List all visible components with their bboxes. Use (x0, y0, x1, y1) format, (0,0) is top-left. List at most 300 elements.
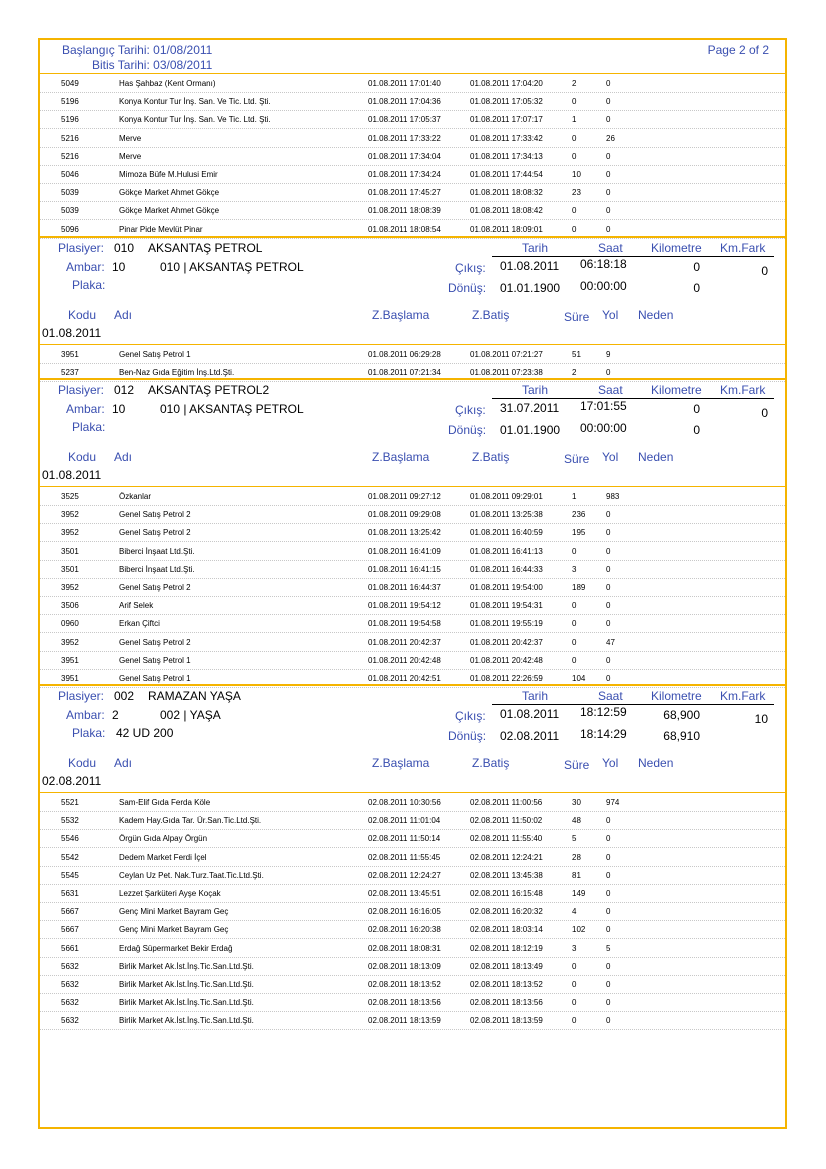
ambar-name: 010 | AKSANTAŞ PETROL (160, 260, 304, 274)
kmfark-header: Km.Fark (720, 383, 766, 397)
duration: 30 (572, 798, 581, 807)
distance: 0 (606, 980, 611, 989)
table-row (40, 884, 785, 903)
plasiyer-label: Plasiyer: (58, 241, 105, 255)
yol-column-header: Yol (602, 450, 619, 464)
km-fark-value: 0 (761, 264, 768, 278)
table-row (40, 74, 785, 93)
table-row (40, 957, 785, 976)
duration: 2 (572, 368, 577, 378)
customer-code: 5667 (61, 907, 79, 917)
end-time: 01.08.2011 09:29:01 (470, 492, 543, 501)
end-time: 02.08.2011 18:13:49 (470, 961, 543, 971)
customer-code: 5196 (61, 97, 79, 107)
report-header (40, 40, 785, 74)
start-time: 01.08.2011 20:42:37 (368, 637, 441, 647)
donus-time: 00:00:00 (580, 421, 627, 435)
section-separator (40, 378, 785, 380)
start-time: 02.08.2011 16:16:05 (368, 907, 441, 917)
table-row (40, 542, 785, 561)
customer-code: 0960 (61, 619, 79, 629)
duration: 195 (572, 528, 586, 538)
cikis-km: 68,900 (663, 708, 700, 722)
table-row (40, 578, 785, 597)
ambar-name: 010 | AKSANTAŞ PETROL (160, 402, 304, 416)
distance: 0 (606, 961, 611, 971)
cikis-date: 01.08.2011 (500, 707, 560, 721)
table-row (40, 993, 785, 1012)
customer-name: Merve (119, 133, 142, 143)
distance: 0 (606, 564, 611, 574)
start-time: 01.08.2011 18:08:39 (368, 206, 441, 216)
customer-name: Birlik Market Ak.İst.İnş.Tic.San.Ltd.Şti. (119, 1016, 254, 1026)
customer-code: 3951 (61, 350, 79, 359)
customer-name: Pinar Pide Mevlüt Pinar (119, 224, 203, 234)
plasiyer-code: 012 (114, 383, 135, 397)
duration: 0 (572, 1016, 577, 1026)
distance: 0 (606, 79, 611, 88)
customer-name: Biberci İnşaat Ltd.Şti. (119, 564, 195, 574)
duration: 1 (572, 115, 577, 125)
sure-column-header: Süre (564, 452, 590, 466)
distance: 0 (606, 925, 611, 935)
zbaslama-column-header: Z.Başlama (372, 308, 430, 322)
distance: 0 (606, 907, 611, 917)
donus-date: 01.01.1900 (500, 423, 561, 437)
kodu-column-header: Kodu (68, 450, 97, 464)
section-separator (40, 684, 785, 686)
table-row (40, 523, 785, 542)
customer-code: 3951 (61, 655, 79, 665)
start-time: 01.08.2011 17:45:27 (368, 188, 441, 198)
start-time: 01.08.2011 07:21:34 (368, 368, 441, 378)
plaka-label: Plaka: (72, 726, 106, 740)
table-row (40, 487, 785, 506)
cikis-label: Çıkış: (455, 403, 486, 417)
kilometre-header: Kilometre (651, 241, 702, 255)
customer-code: 5667 (61, 925, 79, 935)
zbatis-column-header: Z.Batiş (472, 450, 510, 464)
sure-column-header: Süre (564, 310, 590, 324)
distance: 0 (606, 224, 611, 234)
end-time: 01.08.2011 17:34:13 (470, 151, 543, 161)
duration: 0 (572, 619, 577, 629)
end-time: 01.08.2011 07:21:27 (470, 350, 543, 359)
distance: 0 (606, 601, 611, 611)
start-time: 01.08.2011 17:01:40 (368, 79, 441, 88)
start-time: 02.08.2011 18:13:56 (368, 998, 441, 1008)
kilometre-header: Kilometre (651, 689, 702, 703)
start-time: 02.08.2011 11:55:45 (368, 852, 441, 862)
table-row (40, 866, 785, 885)
duration: 0 (572, 133, 577, 143)
customer-name: Gökçe Market Ahmet Gökçe (119, 188, 220, 198)
cikis-label: Çıkış: (455, 261, 486, 275)
plasiyer-code: 010 (114, 241, 135, 255)
customer-name: Has Şahbaz (Kent Ormanı) (119, 79, 216, 88)
duration: 0 (572, 601, 577, 611)
start-time: 01.08.2011 20:42:48 (368, 655, 441, 665)
plaka-label: Plaka: (72, 278, 106, 292)
customer-code: 5632 (61, 998, 79, 1008)
customer-code: 5216 (61, 151, 79, 161)
duration: 81 (572, 870, 581, 880)
customer-name: Sam-Elif Gıda Ferda Köle (119, 798, 211, 807)
table-row (40, 829, 785, 848)
start-time: 01.08.2011 19:54:12 (368, 601, 441, 611)
end-time: 02.08.2011 11:00:56 (470, 798, 543, 807)
donus-km: 68,910 (663, 729, 700, 743)
end-time: 01.08.2011 17:07:17 (470, 115, 543, 125)
table-row (40, 633, 785, 652)
duration: 0 (572, 151, 577, 161)
end-time: 01.08.2011 16:44:33 (470, 564, 543, 574)
customer-code: 5632 (61, 1016, 79, 1026)
kodu-column-header: Kodu (68, 308, 97, 322)
distance: 0 (606, 870, 611, 880)
plasiyer-label: Plasiyer: (58, 689, 105, 703)
customer-name: Mimoza Büfe M.Hulusi Emir (119, 170, 218, 179)
tarih-header: Tarih (522, 383, 549, 397)
ambar-code: 10 (112, 260, 126, 274)
table-row (40, 560, 785, 579)
customer-name: Genel Satış Petrol 1 (119, 674, 191, 683)
duration: 0 (572, 998, 577, 1008)
customer-name: Erkan Çiftci (119, 619, 160, 629)
donus-date: 01.01.1900 (500, 281, 561, 295)
cikis-km: 0 (693, 402, 700, 416)
table-row (40, 201, 785, 220)
plasiyer-name: AKSANTAŞ PETROL (148, 241, 263, 255)
header-underline (492, 256, 774, 257)
end-time: 01.08.2011 19:55:19 (470, 619, 543, 629)
end-time: 02.08.2011 18:03:14 (470, 925, 543, 935)
end-time: 02.08.2011 11:50:02 (470, 816, 543, 826)
ambar-label: Ambar: (66, 260, 105, 274)
customer-name: Ben-Naz Gıda Eğitim İnş.Ltd.Şti. (119, 368, 235, 378)
distance: 0 (606, 1016, 611, 1026)
start-time: 02.08.2011 11:50:14 (368, 834, 441, 844)
end-time: 01.08.2011 17:44:54 (470, 170, 543, 179)
start-time: 02.08.2011 10:30:56 (368, 798, 441, 807)
duration: 0 (572, 637, 577, 647)
table-row (40, 165, 785, 184)
group-date: 02.08.2011 (42, 774, 102, 788)
distance: 0 (606, 619, 611, 629)
zbatis-column-header: Z.Batiş (472, 756, 510, 770)
customer-code: 3501 (61, 546, 79, 556)
tarih-header: Tarih (522, 689, 549, 703)
customer-name: Birlik Market Ak.İst.İnş.Tic.San.Ltd.Şti. (119, 961, 254, 971)
start-time: 01.08.2011 17:04:36 (368, 97, 441, 107)
donus-label: Dönüş: (448, 729, 487, 743)
end-time: 01.08.2011 19:54:00 (470, 583, 543, 592)
adi-column-header: Adı (114, 308, 133, 322)
distance: 983 (606, 492, 620, 501)
section-separator (40, 236, 785, 238)
cikis-date: 01.08.2011 (500, 259, 560, 273)
plasiyer-code: 002 (114, 689, 135, 703)
customer-code: 3952 (61, 528, 79, 538)
start-time: 01.08.2011 19:54:58 (368, 619, 441, 629)
distance: 0 (606, 583, 611, 592)
customer-code: 5521 (61, 798, 79, 807)
cikis-time: 17:01:55 (580, 399, 627, 413)
distance: 0 (606, 151, 611, 161)
duration: 102 (572, 925, 586, 935)
customer-name: Konya Kontur Tur İnş. San. Ve Tic. Ltd. Şti. (119, 115, 271, 125)
table-row (40, 345, 785, 364)
duration: 0 (572, 980, 577, 989)
start-time: 02.08.2011 12:24:27 (368, 870, 441, 880)
plasiyer-name: RAMAZAN YAŞA (148, 689, 241, 703)
table-row (40, 902, 785, 921)
customer-name: Genel Satış Petrol 2 (119, 637, 191, 647)
end-time: 01.08.2011 16:40:59 (470, 528, 543, 538)
end-time: 01.08.2011 16:41:13 (470, 546, 543, 556)
table-row (40, 848, 785, 867)
header-underline (492, 398, 774, 399)
plaka-value: 42 UD 200 (116, 726, 174, 740)
ambar-code: 2 (112, 708, 119, 722)
end-time: 02.08.2011 16:20:32 (470, 907, 543, 917)
end-time: 02.08.2011 12:24:21 (470, 852, 543, 862)
customer-name: Genç Mini Market Bayram Geç (119, 907, 229, 917)
end-time: 01.08.2011 17:05:32 (470, 97, 543, 107)
customer-name: Kadem Hay.Gıda Tar. Ür.San.Tic.Ltd.Şti. (119, 816, 262, 826)
start-date: Başlangıç Tarihi: 01/08/2011 (62, 43, 213, 57)
customer-code: 5096 (61, 224, 79, 234)
plaka-label: Plaka: (72, 420, 106, 434)
ambar-code: 10 (112, 402, 126, 416)
distance: 0 (606, 546, 611, 556)
distance: 0 (606, 674, 611, 683)
end-time: 02.08.2011 11:55:40 (470, 834, 543, 844)
start-time: 01.08.2011 17:34:24 (368, 170, 441, 179)
distance: 0 (606, 852, 611, 862)
end-time: 01.08.2011 20:42:48 (470, 655, 543, 665)
duration: 4 (572, 907, 577, 917)
donus-km: 0 (693, 281, 700, 295)
table-row (40, 793, 785, 812)
customer-code: 3506 (61, 601, 79, 611)
kmfark-header: Km.Fark (720, 689, 766, 703)
start-time: 01.08.2011 09:29:08 (368, 510, 441, 520)
table-row (40, 811, 785, 830)
start-time: 01.08.2011 09:27:12 (368, 492, 441, 501)
donus-km: 0 (693, 423, 700, 437)
zbatis-column-header: Z.Batiş (472, 308, 510, 322)
end-time: 01.08.2011 20:42:37 (470, 637, 543, 647)
plasiyer-label: Plasiyer: (58, 383, 105, 397)
donus-time: 18:14:29 (580, 727, 627, 741)
duration: 0 (572, 206, 577, 216)
saat-header: Saat (598, 241, 623, 255)
zbaslama-column-header: Z.Başlama (372, 756, 430, 770)
end-time: 01.08.2011 17:33:42 (470, 133, 543, 143)
adi-column-header: Adı (114, 450, 133, 464)
customer-name: Özkanlar (119, 492, 152, 501)
customer-code: 3952 (61, 583, 79, 592)
end-time: 01.08.2011 18:08:32 (470, 188, 543, 198)
customer-name: Birlik Market Ak.İst.İnş.Tic.San.Ltd.Şti. (119, 998, 254, 1008)
km-fark-value: 10 (754, 712, 768, 726)
distance: 0 (606, 188, 611, 198)
customer-name: Erdağ Süpermarket Bekir Erdağ (119, 943, 233, 953)
customer-code: 5049 (61, 79, 79, 88)
duration: 48 (572, 816, 581, 826)
customer-code: 5542 (61, 852, 79, 862)
end-time: 02.08.2011 18:13:59 (470, 1016, 543, 1026)
customer-code: 5039 (61, 188, 79, 198)
distance: 26 (606, 133, 615, 143)
end-time: 01.08.2011 17:04:20 (470, 79, 543, 88)
start-time: 02.08.2011 18:13:52 (368, 980, 441, 989)
start-time: 01.08.2011 16:41:09 (368, 546, 441, 556)
group-date: 01.08.2011 (42, 468, 102, 482)
end-time: 01.08.2011 19:54:31 (470, 601, 543, 611)
group-date: 01.08.2011 (42, 326, 102, 340)
end-time: 01.08.2011 18:09:01 (470, 224, 543, 234)
kodu-column-header: Kodu (68, 756, 97, 770)
customer-code: 5039 (61, 206, 79, 216)
customer-code: 5196 (61, 115, 79, 125)
customer-name: Genel Satış Petrol 2 (119, 528, 191, 538)
customer-code: 3525 (61, 492, 79, 501)
duration: 149 (572, 889, 586, 898)
start-time: 01.08.2011 17:05:37 (368, 115, 441, 125)
start-time: 02.08.2011 18:13:59 (368, 1016, 441, 1026)
end-date: Bitis Tarihi: 03/08/2011 (92, 58, 213, 72)
duration: 0 (572, 655, 577, 665)
donus-label: Dönüş: (448, 281, 487, 295)
distance: 0 (606, 528, 611, 538)
table-row (40, 651, 785, 670)
distance: 9 (606, 350, 611, 359)
duration: 1 (572, 492, 577, 501)
customer-code: 5545 (61, 870, 79, 880)
end-time: 01.08.2011 13:25:38 (470, 510, 543, 520)
ambar-label: Ambar: (66, 708, 105, 722)
table-row (40, 183, 785, 202)
header-underline (492, 704, 774, 705)
neden-column-header: Neden (638, 308, 674, 322)
distance: 0 (606, 834, 611, 844)
end-time: 01.08.2011 22:26:59 (470, 674, 543, 683)
cikis-date: 31.07.2011 (500, 401, 560, 415)
start-time: 02.08.2011 18:13:09 (368, 961, 441, 971)
customer-name: Dedem Market Ferdi İçel (119, 852, 207, 862)
start-time: 01.08.2011 16:41:15 (368, 564, 441, 574)
ambar-label: Ambar: (66, 402, 105, 416)
duration: 189 (572, 583, 586, 592)
sure-column-header: Süre (564, 758, 590, 772)
duration: 23 (572, 188, 581, 198)
duration: 236 (572, 510, 586, 520)
customer-code: 5661 (61, 943, 79, 953)
customer-code: 5632 (61, 980, 79, 989)
distance: 0 (606, 816, 611, 826)
table-row (40, 147, 785, 166)
customer-code: 3952 (61, 637, 79, 647)
donus-label: Dönüş: (448, 423, 487, 437)
zbaslama-column-header: Z.Başlama (372, 450, 430, 464)
start-time: 01.08.2011 20:42:51 (368, 674, 441, 683)
customer-code: 5532 (61, 816, 79, 826)
donus-time: 00:00:00 (580, 279, 627, 293)
neden-column-header: Neden (638, 756, 674, 770)
adi-column-header: Adı (114, 756, 133, 770)
yol-column-header: Yol (602, 756, 619, 770)
table-row (40, 505, 785, 524)
customer-code: 5216 (61, 133, 79, 143)
customer-name: Biberci İnşaat Ltd.Şti. (119, 546, 195, 556)
table-row (40, 110, 785, 129)
start-time: 01.08.2011 17:34:04 (368, 151, 441, 161)
distance: 0 (606, 998, 611, 1008)
start-time: 02.08.2011 16:20:38 (368, 925, 441, 935)
kmfark-header: Km.Fark (720, 241, 766, 255)
cikis-label: Çıkış: (455, 709, 486, 723)
end-time: 01.08.2011 18:08:42 (470, 206, 543, 216)
start-time: 01.08.2011 18:08:54 (368, 224, 441, 234)
saat-header: Saat (598, 689, 623, 703)
ambar-name: 002 | YAŞA (160, 708, 221, 722)
end-time: 02.08.2011 18:13:56 (470, 998, 543, 1008)
kilometre-header: Kilometre (651, 383, 702, 397)
cikis-km: 0 (693, 260, 700, 274)
customer-code: 5631 (61, 889, 79, 898)
distance: 0 (606, 206, 611, 216)
start-time: 01.08.2011 13:25:42 (368, 528, 441, 538)
cikis-time: 18:12:59 (580, 705, 627, 719)
customer-code: 5546 (61, 834, 79, 844)
duration: 3 (572, 943, 577, 953)
table-row (40, 596, 785, 615)
table-row (40, 92, 785, 111)
plasiyer-name: AKSANTAŞ PETROL2 (148, 383, 270, 397)
start-time: 01.08.2011 06:29:28 (368, 350, 441, 359)
cikis-time: 06:18:18 (580, 257, 627, 271)
table-row (40, 129, 785, 148)
page-number: Page 2 of 2 (707, 43, 769, 57)
customer-code: 5237 (61, 368, 79, 378)
customer-name: Örgün Gıda Alpay Örgün (119, 834, 208, 844)
customer-name: Arif Selek (119, 601, 154, 611)
end-time: 02.08.2011 16:15:48 (470, 889, 543, 898)
customer-name: Gökçe Market Ahmet Gökçe (119, 206, 220, 216)
distance: 0 (606, 97, 611, 107)
customer-name: Genel Satış Petrol 2 (119, 510, 191, 520)
customer-name: Genel Satış Petrol 2 (119, 583, 191, 592)
customer-code: 5046 (61, 170, 79, 179)
customer-name: Konya Kontur Tur İnş. San. Ve Tic. Ltd. Şti. (119, 97, 271, 107)
duration: 2 (572, 79, 577, 88)
end-time: 02.08.2011 18:13:52 (470, 980, 543, 989)
duration: 51 (572, 350, 581, 359)
end-time: 01.08.2011 07:23:38 (470, 368, 543, 378)
customer-name: Genel Satış Petrol 1 (119, 350, 191, 359)
distance: 0 (606, 655, 611, 665)
saat-header: Saat (598, 383, 623, 397)
table-row (40, 975, 785, 994)
table-row (40, 920, 785, 939)
customer-name: Lezzet Şarküteri Ayşe Koçak (119, 889, 221, 898)
customer-code: 5632 (61, 961, 79, 971)
customer-name: Genel Satış Petrol 1 (119, 655, 191, 665)
customer-name: Ceylan Uz Pet. Nak.Turz.Taat.Tic.Ltd.Şti. (119, 870, 264, 880)
duration: 10 (572, 170, 581, 179)
